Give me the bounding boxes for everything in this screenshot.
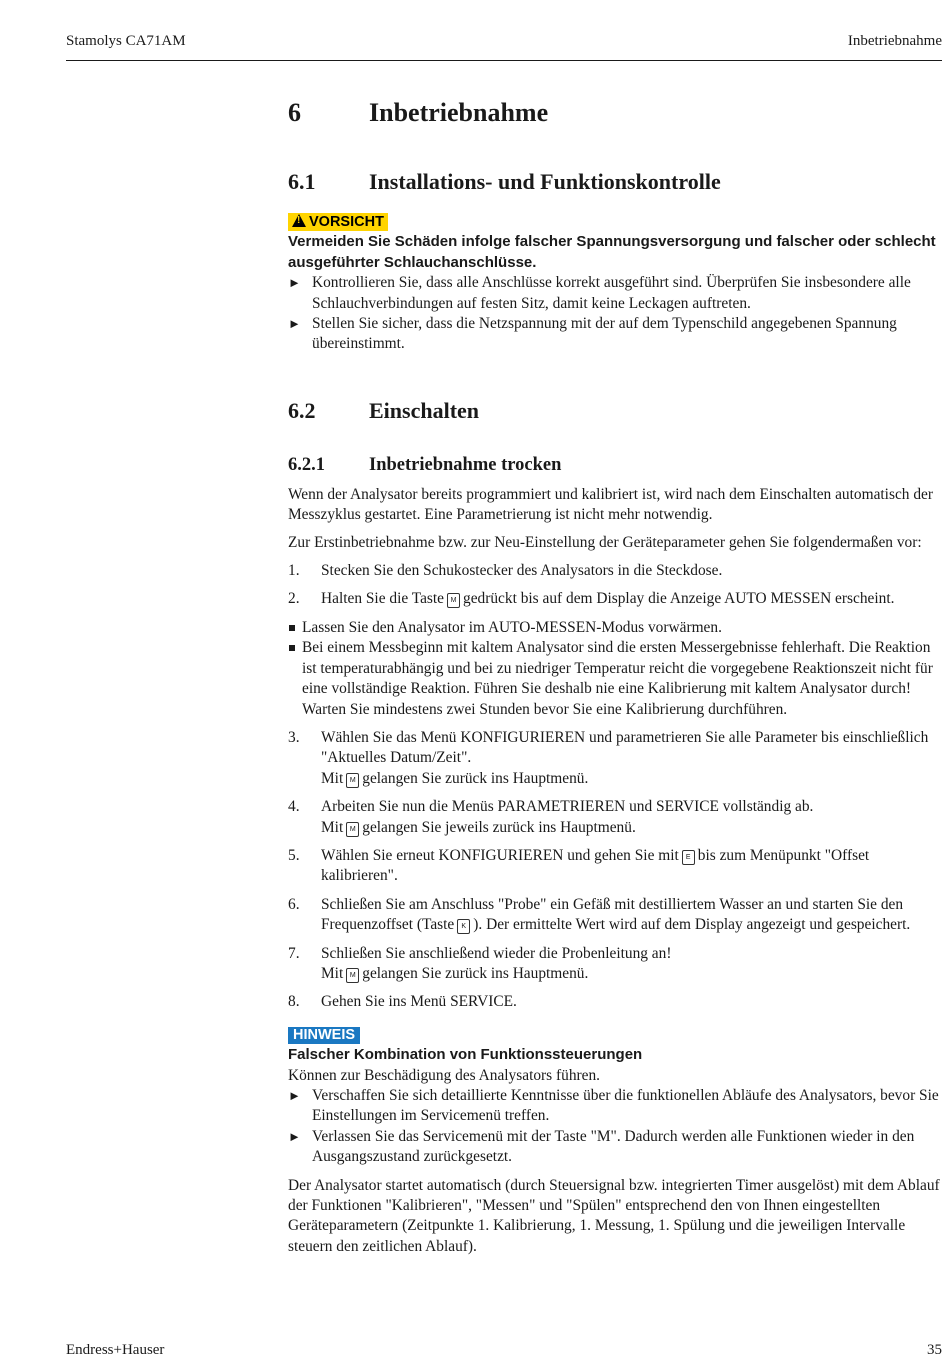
step-text: Mit xyxy=(321,769,344,787)
paragraph: Wenn der Analysator bereits programmiert und kalibriert ist, wird nach dem Einschalten automatisch der Messzyklus gestartet. Eine Parametrierung ist nicht mehr notwendig. xyxy=(288,485,933,524)
list-item-text: Kontrollieren Sie, dass alle Anschlüsse korrekt ausgeführt sind. Überprüfen Sie insbesondere alle Schlauchverbindungen auf festen Sitz, damit keine Leckagen auftreten. xyxy=(312,274,911,312)
page-number: 35 xyxy=(927,1342,942,1358)
step-text: gelangen Sie zurück ins Hauptmenü. xyxy=(362,769,589,787)
step-item xyxy=(288,589,940,609)
step-number: 7. xyxy=(288,944,300,962)
notice-block xyxy=(288,1025,940,1168)
subsection-number: 6.2.1 xyxy=(288,454,325,475)
section-title: Einschalten xyxy=(369,397,480,423)
step-text: Wählen Sie das Menü KONFIGURIEREN und parametrieren Sie alle Parameter bis einschließlich "Aktuelles Datum/Zeit". xyxy=(321,728,929,767)
header-section: Inbetriebnahme xyxy=(847,33,942,49)
notice-badge: HINWEIS xyxy=(288,1027,360,1044)
steps-list xyxy=(288,728,940,1013)
step-item xyxy=(288,797,940,838)
step-number: 6. xyxy=(288,895,300,913)
step-number: 1. xyxy=(288,562,300,580)
header-rule xyxy=(66,60,942,61)
step-number: 4. xyxy=(288,798,300,816)
warning-triangle-icon xyxy=(292,214,306,227)
list-item xyxy=(288,273,940,314)
step-text: Schließen Sie anschließend wieder die Probenleitung an! xyxy=(321,944,672,962)
step-text: Gehen Sie ins Menü SERVICE. xyxy=(321,993,517,1011)
key-k-icon: K xyxy=(457,919,470,934)
step-number: 3. xyxy=(288,728,300,746)
step-number: 2. xyxy=(288,590,300,608)
header-product: Stamolys CA71AM xyxy=(66,33,186,49)
section-number: 6.1 xyxy=(288,169,316,194)
list-item-text: Lassen Sie den Analysator im AUTO-MESSEN-Modus vorwärmen. xyxy=(302,618,722,636)
arrow-right-icon: ► xyxy=(288,316,301,332)
chapter-heading xyxy=(288,94,940,132)
arrow-right-icon: ► xyxy=(288,1128,301,1144)
step-text: ). Der ermittelte Wert wird auf dem Display angezeigt und gespeichert. xyxy=(473,916,911,934)
list-item xyxy=(288,314,940,355)
step-item xyxy=(288,992,940,1012)
list-item xyxy=(288,1127,940,1168)
step-item xyxy=(288,944,940,985)
square-bullet-icon xyxy=(289,625,295,631)
caution-title: Vermeiden Sie Schäden infolge falscher Spannungsversorgung und falscher oder schlecht ausgeführter Schlauchanschlüsse. xyxy=(288,233,936,271)
arrow-right-icon: ► xyxy=(288,1088,301,1103)
list-item-text: Bei einem Messbeginn mit kaltem Analysator sind die ersten Messergebnisse fehlerhaft. Die Reaktion ist temperaturabhängig und bei zu niedriger Temperatur reicht die vorgegebene Reaktionszeit nicht für eine vollständige Reaktion. Führen Sie deshalb nie eine Kalibrierung mit kaltem Analysator durch! Warten Sie mindestens zwei Stunden bevor Sie eine Kalibrierung durchführen. xyxy=(302,639,933,718)
key-m-icon: M xyxy=(346,773,359,788)
list-item-text: Verschaffen Sie sich detaillierte Kenntnisse über die funktionellen Abläufe des Analysators, bevor Sie Einstellungen im Servicemenü treffen. xyxy=(312,1087,939,1125)
step-item xyxy=(288,728,940,789)
notice-subtitle: Können zur Beschädigung des Analysators führen. xyxy=(288,1066,601,1084)
chapter-number: 6 xyxy=(288,98,301,127)
closing-paragraph: Der Analysator startet automatisch (durch Steuersignal bzw. integrierten Timer ausgelöst) mit dem Ablauf der Funktionen "Kalibrieren", "Messen" und "Spülen" entsprechend den von Ihnen eingestellten Geräteparametern (Zeitpunkte 1. Kalibrierung, 1. Messung, 1. Spülung und die jeweiligen Intervalle steuern den zeitlichen Ablauf). xyxy=(288,1176,940,1255)
step-text: gelangen Sie jeweils zurück ins Hauptmenü. xyxy=(362,818,636,836)
list-item-text: Verlassen Sie das Servicemenü mit der Taste "M". Dadurch werden alle Funktionen wieder in den Ausgangszustand zurückgesetzt. xyxy=(312,1127,915,1166)
step-number: 5. xyxy=(288,846,300,864)
step-text: gedrückt bis auf dem Display die Anzeige AUTO MESSEN erscheint. xyxy=(463,590,895,608)
key-m-icon: M xyxy=(346,968,359,983)
paragraph: Zur Erstinbetriebnahme bzw. zur Neu-Einstellung der Geräteparameter gehen Sie folgendermaßen vor: xyxy=(288,533,922,551)
step-text: Mit xyxy=(321,818,344,836)
step-item xyxy=(288,561,940,581)
step-text: Halten Sie die Taste xyxy=(321,590,445,608)
caution-actions xyxy=(288,273,940,355)
caution-badge xyxy=(288,213,388,231)
notice-title: Falscher Kombination von Funktionssteuerungen xyxy=(288,1046,643,1064)
section-heading-6-1 xyxy=(288,165,940,199)
arrow-right-icon: ► xyxy=(288,275,301,291)
footer-brand: Endress+Hauser xyxy=(66,1342,165,1358)
caution-block xyxy=(288,212,940,355)
key-e-icon: E xyxy=(682,850,695,865)
step-item xyxy=(288,895,940,936)
list-item xyxy=(288,638,940,720)
chapter-title: Inbetriebnahme xyxy=(369,98,549,127)
step-text: gelangen Sie zurück ins Hauptmenü. xyxy=(362,964,589,982)
step-text: Stecken Sie den Schukostecker des Analysators in die Steckdose. xyxy=(321,562,723,580)
subsection-heading-6-2-1 xyxy=(288,451,940,479)
list-item-text: Stellen Sie sicher, dass die Netzspannung mit der auf dem Typenschild angegebenen Spannung übereinstimmt. xyxy=(312,315,897,353)
section-heading-6-2 xyxy=(288,394,940,428)
step-text: bis zum Menüpunkt "Offset kalibrieren". xyxy=(321,846,870,885)
page-content xyxy=(288,94,940,1257)
step-text: Arbeiten Sie nun die Menüs PARAMETRIEREN und SERVICE vollständig ab. xyxy=(321,798,814,816)
step-item xyxy=(288,846,940,887)
step-number: 8. xyxy=(288,993,300,1011)
notice-actions xyxy=(288,1086,940,1168)
caution-badge-label: VORSICHT xyxy=(309,214,384,230)
key-m-icon: M xyxy=(346,822,359,837)
list-item xyxy=(288,1086,940,1127)
notes-list xyxy=(288,618,940,720)
subsection-title: Inbetriebnahme trocken xyxy=(369,454,562,475)
list-item xyxy=(288,618,940,638)
step-text: Wählen Sie erneut KONFIGURIEREN und gehen Sie mit xyxy=(321,846,679,864)
section-title: Installations- und Funktionskontrolle xyxy=(369,169,721,194)
square-bullet-icon xyxy=(289,645,295,651)
steps-list xyxy=(288,561,940,610)
step-text: Schließen Sie am Anschluss "Probe" ein Gefäß mit destilliertem Wasser an und starten Sie den Frequenzoffset (Taste xyxy=(321,895,904,934)
key-m-icon: M xyxy=(447,593,460,608)
step-text: Mit xyxy=(321,964,344,982)
section-number: 6.2 xyxy=(288,397,316,423)
